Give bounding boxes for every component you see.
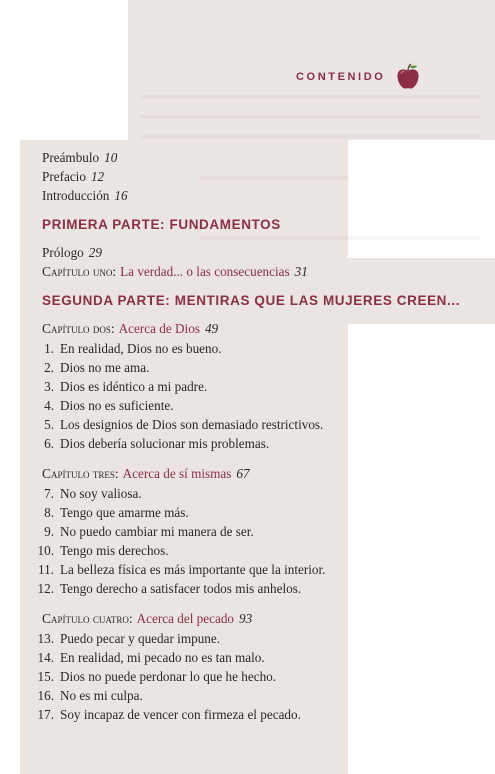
item-number: 8.: [44, 505, 54, 520]
toc-chapter-3[interactable]: [42, 465, 250, 483]
chapter-label: Capítulo cuatro:: [42, 611, 133, 626]
item-text: En realidad, Dios no es bueno.: [60, 341, 222, 356]
item-number: 3.: [44, 379, 54, 394]
item-text: Los designios de Dios son demasiado restrictivos.: [60, 417, 324, 432]
part-title-2: SEGUNDA PARTE: MENTIRAS QUE LAS MUJERES CREEN...: [42, 293, 461, 308]
toc-chapter-1[interactable]: [42, 263, 308, 281]
item-text: Dios debería solucionar mis problemas.: [60, 436, 270, 451]
paper-gap: [348, 140, 495, 258]
item-text: Puedo pecar y quedar impune.: [60, 631, 221, 646]
chapter-title: La verdad... o las consecuencias: [120, 264, 290, 279]
item-text: Tengo derecho a satisfacer todos mis anhelos.: [60, 581, 302, 596]
toc-entry-preambulo[interactable]: [42, 149, 117, 167]
toc-entry-label: Prefacio: [42, 169, 86, 184]
chapter-title: Acerca de sí mismas: [122, 466, 232, 481]
list-item[interactable]: [28, 542, 169, 560]
toc-header: [296, 62, 423, 92]
item-text: Dios no es suficiente.: [60, 398, 174, 413]
item-number: 1.: [44, 341, 54, 356]
item-text: No puedo cambiar mi manera de ser.: [60, 524, 254, 539]
item-number: 7.: [44, 486, 54, 501]
paper-gap-right: [348, 324, 495, 774]
list-item[interactable]: [28, 668, 276, 686]
toc-entry-page: 93: [239, 611, 253, 626]
item-number: 13.: [37, 631, 54, 646]
chapter-title: Acerca de Dios: [118, 321, 200, 336]
item-number: 12.: [37, 581, 54, 596]
list-item[interactable]: [28, 435, 269, 453]
item-number: 11.: [38, 562, 54, 577]
chapter-label: Capítulo uno:: [42, 264, 117, 279]
list-item[interactable]: [28, 523, 254, 541]
toc-entry-page: 67: [236, 466, 250, 481]
item-number: 17.: [37, 707, 54, 722]
toc-entry-label: Preámbulo: [42, 150, 100, 165]
item-number: 10.: [37, 543, 54, 558]
item-text: No es mi culpa.: [60, 688, 143, 703]
item-text: Dios no me ama.: [60, 360, 150, 375]
list-item[interactable]: [28, 340, 222, 358]
toc-entry-prologo[interactable]: [42, 244, 102, 262]
chapter-label: Capítulo dos:: [42, 321, 115, 336]
list-item[interactable]: [28, 416, 323, 434]
item-text: Dios no puede perdonar lo que he hecho.: [60, 669, 277, 684]
item-number: 6.: [44, 436, 54, 451]
item-number: 9.: [44, 524, 54, 539]
item-number: 5.: [44, 417, 54, 432]
toc-entry-introduccion[interactable]: [42, 187, 128, 205]
list-item[interactable]: [28, 504, 189, 522]
item-text: No soy valiosa.: [60, 486, 142, 501]
toc-title: CONTENIDO: [296, 71, 386, 83]
item-text: Dios es idéntico a mi padre.: [60, 379, 208, 394]
list-item[interactable]: [28, 561, 325, 579]
toc-entry-prefacio[interactable]: [42, 168, 104, 186]
item-text: En realidad, mi pecado no es tan malo.: [60, 650, 265, 665]
list-item[interactable]: [28, 359, 149, 377]
item-text: Tengo que amarme más.: [60, 505, 189, 520]
toc-entry-page: 10: [104, 150, 118, 165]
toc-entry-page: 31: [294, 264, 308, 279]
item-number: 2.: [44, 360, 54, 375]
toc-entry-page: 12: [90, 169, 105, 184]
list-item[interactable]: [28, 687, 143, 705]
item-text: Tengo mis derechos.: [60, 543, 169, 558]
chapter-title: Acerca del pecado: [136, 611, 235, 626]
list-item[interactable]: [28, 485, 142, 503]
toc-entry-page: 16: [114, 188, 128, 203]
list-item[interactable]: [28, 378, 207, 396]
apple-icon: [393, 62, 423, 92]
toc-entry-label: Prólogo: [42, 245, 84, 260]
toc-chapter-4[interactable]: [42, 610, 252, 628]
part-title-1: PRIMERA PARTE: FUNDAMENTOS: [42, 217, 281, 232]
list-item[interactable]: [28, 580, 301, 598]
toc-chapter-2[interactable]: [42, 320, 218, 338]
item-number: 16.: [37, 688, 54, 703]
list-item[interactable]: [28, 649, 265, 667]
item-number: 15.: [37, 669, 54, 684]
toc-entry-page: 49: [204, 321, 219, 336]
list-item[interactable]: [28, 706, 301, 724]
toc-entry-label: Introducción: [42, 188, 110, 203]
toc-entry-page: 29: [88, 245, 102, 260]
list-item[interactable]: [28, 397, 174, 415]
list-item[interactable]: [28, 630, 220, 648]
chapter-label: Capítulo tres:: [42, 466, 119, 481]
item-number: 14.: [37, 650, 54, 665]
item-text: La belleza física es más importante que la interior.: [60, 562, 326, 577]
item-number: 4.: [44, 398, 54, 413]
item-text: Soy incapaz de vencer con firmeza el pecado.: [60, 707, 301, 722]
